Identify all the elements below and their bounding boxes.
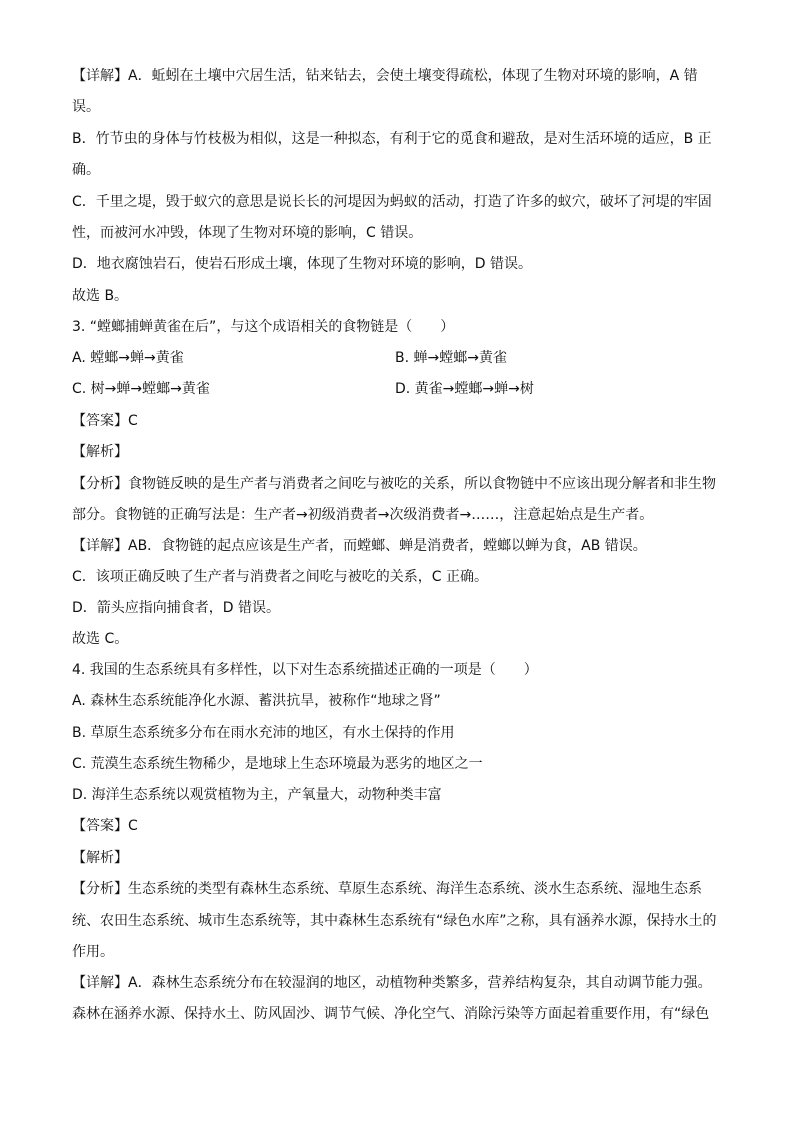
option-c: C. 荒漠生态系统生物稀少，是地球上生态环境最为恶劣的地区之一 — [72, 756, 483, 772]
text-line: C．该项正确反映了生产者与消费者之间吃与被吃的关系，C 正确。 — [72, 569, 488, 585]
text-line: D．地衣腐蚀岩石，使岩石形成土壤，体现了生物对环境的影响，D 错误。 — [72, 256, 533, 272]
text-line: 森林在涵养水源、保持水土、防风固沙、调节气候、净化空气、消除污染等方面起着重要作用，有“绿色 — [72, 1006, 710, 1022]
option-a: A. 森林生态系统能净化水源、蓄洪抗旱，被称作“地球之肾” — [72, 693, 441, 709]
question-4-stem: 4. 我国的生态系统具有多样性，以下对生态系统描述正确的一项是（ ） — [72, 662, 538, 678]
text-line: 确。 — [72, 162, 100, 178]
option-d: D. 海洋生态系统以观赏植物为主，产氧量大，动物种类丰富 — [72, 787, 442, 803]
option-d: D. 黄雀→螳螂→蝉→树 — [395, 381, 534, 397]
option-c: C. 树→蝉→螳螂→黄雀 — [72, 381, 210, 397]
text-line: 【详解】A．蚯蚓在土壤中穴居生活，钻来钻去，会使土壤变得疏松，体现了生物对环境的影响，A 错 — [72, 68, 698, 84]
text-line: 误。 — [72, 99, 100, 115]
option-a: A. 螳螂→蝉→黄雀 — [72, 350, 184, 366]
text-line: 故选 C。 — [72, 631, 129, 647]
text-line: 【分析】生态系统的类型有森林生态系统、草原生态系统、海洋生态系统、淡水生态系统、湿地生态系 — [72, 881, 702, 897]
text-line: 部分。食物链的正确写法是：生产者→初级消费者→次级消费者→……，注意起始点是生产者。 — [72, 507, 654, 523]
text-line: 性，而被河水冲毁，体现了生物对环境的影响，C 错误。 — [72, 225, 423, 241]
option-b: B. 草原生态系统多分布在雨水充沛的地区，有水土保持的作用 — [72, 725, 455, 741]
answer-label: 【答案】C — [72, 818, 138, 834]
analysis-label: 【解析】 — [72, 444, 128, 460]
text-line: B．竹节虫的身体与竹枝极为相似，这是一种拟态，有利于它的觅食和避敌，是对生活环境的适应，B 正 — [72, 131, 712, 147]
text-line: 【详解】AB．食物链的起点应该是生产者，而螳螂、蝉是消费者，螳螂以蝉为食，AB 错误。 — [72, 538, 647, 554]
option-b: B. 蝉→螳螂→黄雀 — [395, 350, 507, 366]
text-line: 统、农田生态系统、城市生态系统等，其中森林生态系统有“绿色水库”之称，具有涵养水源，保持水土的 — [72, 913, 717, 929]
text-line: 【详解】A．森林生态系统分布在较湿润的地区，动植物种类繁多，营养结构复杂，其自动调节能力强。 — [72, 975, 712, 991]
analysis-label: 【解析】 — [72, 850, 128, 866]
text-line: C．千里之堤，毁于蚁穴的意思是说长长的河堤因为蚂蚁的活动，打造了许多的蚁穴，破坏了河堤的牢固 — [72, 194, 712, 210]
text-line: 故选 B。 — [72, 288, 129, 304]
text-line: D．箭头应指向捕食者，D 错误。 — [72, 600, 281, 616]
text-line: 作用。 — [72, 944, 114, 960]
text-line: 【分析】食物链反映的是生产者与消费者之间吃与被吃的关系，所以食物链中不应该出现分解者和非生物 — [72, 476, 716, 492]
question-3-stem: 3. “螳螂捕蝉黄雀在后”，与这个成语相关的食物链是（ ） — [72, 319, 455, 335]
answer-label: 【答案】C — [72, 413, 138, 429]
